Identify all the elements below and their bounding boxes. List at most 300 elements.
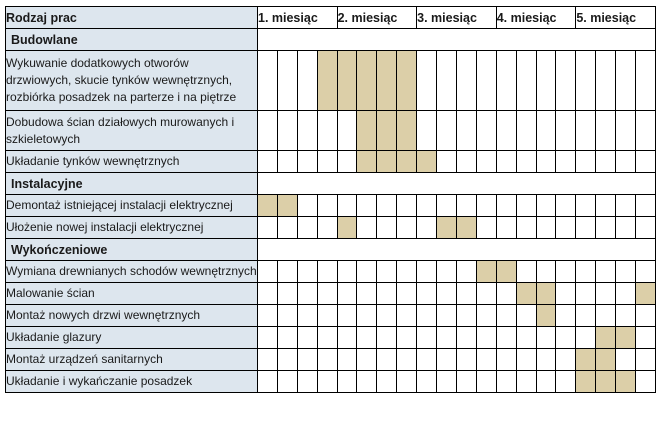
section-blank-cell [297,29,317,51]
task-row [6,111,656,151]
week-cell [417,261,437,283]
week-cell [277,349,297,371]
week-cell [317,283,337,305]
section-blank-cell [317,173,337,195]
week-cell [417,195,437,217]
section-blank-cell [317,239,337,261]
scheduled-week-cell [596,371,616,393]
section-blank-cell [397,239,417,261]
week-cell [317,111,337,151]
week-cell [616,111,636,151]
section-blank-cell [635,29,655,51]
week-cell [536,151,556,173]
week-cell [456,371,476,393]
week-cell [516,51,536,111]
section-blank-cell [417,29,437,51]
week-cell [297,151,317,173]
week-cell [277,371,297,393]
week-cell [635,217,655,239]
section-blank-cell [516,239,536,261]
week-cell [456,261,476,283]
section-blank-cell [317,29,337,51]
week-cell [357,327,377,349]
week-cell [297,51,317,111]
task-label: Montaż nowych drzwi wewnętrznych [6,305,258,327]
week-cell [536,349,556,371]
month-header-2: 2. miesiąc [337,7,417,29]
section-blank-cell [397,29,417,51]
week-cell [357,283,377,305]
week-cell [516,217,536,239]
week-cell [317,305,337,327]
section-blank-cell [556,173,576,195]
week-cell [337,349,357,371]
section-blank-cell [516,29,536,51]
scheduled-week-cell [476,261,496,283]
section-blank-cell [476,29,496,51]
section-blank-cell [377,239,397,261]
section-blank-cell [596,239,616,261]
section-title: Wykończeniowe [6,239,258,261]
task-row [6,371,656,393]
task-row [6,51,656,111]
week-cell [397,305,417,327]
scheduled-week-cell [277,195,297,217]
week-cell [516,305,536,327]
task-label: Układanie glazury [6,327,258,349]
week-cell [437,283,457,305]
week-cell [437,111,457,151]
week-cell [476,349,496,371]
scheduled-week-cell [397,111,417,151]
section-blank-cell [635,239,655,261]
week-cell [556,327,576,349]
section-blank-cell [556,29,576,51]
week-cell [377,349,397,371]
week-cell [277,217,297,239]
month-header-3: 3. miesiąc [417,7,497,29]
week-cell [635,371,655,393]
week-cell [496,51,516,111]
week-cell [516,327,536,349]
week-cell [337,195,357,217]
task-row [6,327,656,349]
scheduled-week-cell [317,51,337,111]
week-cell [476,371,496,393]
week-cell [397,349,417,371]
section-blank-cell [417,239,437,261]
week-cell [417,327,437,349]
week-cell [635,195,655,217]
scheduled-week-cell [357,111,377,151]
week-cell [496,111,516,151]
week-cell [258,111,278,151]
week-cell [496,151,516,173]
week-cell [556,217,576,239]
scheduled-week-cell [337,217,357,239]
scheduled-week-cell [377,151,397,173]
week-cell [377,371,397,393]
scheduled-week-cell [456,217,476,239]
week-cell [437,51,457,111]
week-cell [397,327,417,349]
week-cell [337,327,357,349]
week-cell [377,195,397,217]
week-cell [456,349,476,371]
week-cell [317,217,337,239]
week-cell [417,51,437,111]
section-blank-cell [377,173,397,195]
week-cell [635,327,655,349]
week-cell [536,51,556,111]
section-blank-cell [258,173,278,195]
week-cell [377,283,397,305]
week-cell [576,111,596,151]
week-cell [596,51,616,111]
scheduled-week-cell [397,51,417,111]
section-row [6,29,656,51]
week-cell [337,111,357,151]
scheduled-week-cell [397,151,417,173]
week-cell [437,195,457,217]
week-cell [496,217,516,239]
section-blank-cell [616,173,636,195]
week-cell [476,111,496,151]
week-cell [635,349,655,371]
task-row [6,217,656,239]
section-blank-cell [337,239,357,261]
week-cell [297,261,317,283]
week-cell [437,349,457,371]
scheduled-week-cell [337,51,357,111]
section-blank-cell [456,173,476,195]
section-blank-cell [337,29,357,51]
week-cell [437,371,457,393]
section-blank-cell [277,29,297,51]
scheduled-week-cell [516,283,536,305]
week-cell [456,305,476,327]
week-cell [635,151,655,173]
week-cell [576,283,596,305]
section-blank-cell [417,173,437,195]
scheduled-week-cell [635,283,655,305]
week-cell [556,371,576,393]
week-cell [596,261,616,283]
week-cell [596,151,616,173]
week-cell [258,327,278,349]
section-row [6,239,656,261]
task-label: Wykuwanie dodatkowych otworów drzwiowych, skucie tynków wewnętrznych, rozbiórka posadzek na parterze i na piętrze [6,51,258,111]
scheduled-week-cell [417,151,437,173]
week-cell [635,51,655,111]
section-blank-cell [536,239,556,261]
section-blank-cell [576,173,596,195]
week-cell [456,111,476,151]
week-cell [576,261,596,283]
task-label: Układanie i wykańczanie posadzek [6,371,258,393]
week-cell [277,51,297,111]
week-cell [476,305,496,327]
week-cell [397,371,417,393]
week-cell [496,283,516,305]
week-cell [516,151,536,173]
week-cell [516,349,536,371]
week-cell [596,217,616,239]
week-cell [576,151,596,173]
week-cell [556,151,576,173]
week-cell [277,261,297,283]
scheduled-week-cell [357,51,377,111]
week-cell [417,305,437,327]
week-cell [258,371,278,393]
week-cell [596,111,616,151]
week-cell [258,305,278,327]
week-cell [456,327,476,349]
week-cell [616,261,636,283]
week-cell [258,349,278,371]
week-cell [317,327,337,349]
week-cell [337,305,357,327]
scheduled-week-cell [596,327,616,349]
task-row [6,283,656,305]
week-cell [437,151,457,173]
task-row [6,151,656,173]
week-cell [496,371,516,393]
section-blank-cell [576,29,596,51]
scheduled-week-cell [496,261,516,283]
week-cell [417,371,437,393]
week-cell [616,217,636,239]
week-cell [337,151,357,173]
week-cell [258,283,278,305]
month-header-5: 5. miesiąc [576,7,656,29]
week-cell [417,217,437,239]
scheduled-week-cell [596,349,616,371]
section-blank-cell [616,239,636,261]
week-cell [357,305,377,327]
task-label: Malowanie ścian [6,283,258,305]
section-blank-cell [635,173,655,195]
week-cell [556,195,576,217]
week-cell [377,217,397,239]
week-cell [556,51,576,111]
week-cell [258,151,278,173]
week-cell [516,195,536,217]
week-cell [536,111,556,151]
week-cell [616,195,636,217]
week-cell [536,371,556,393]
section-blank-cell [596,29,616,51]
week-cell [616,51,636,111]
task-row [6,261,656,283]
week-cell [437,327,457,349]
week-cell [576,217,596,239]
section-blank-cell [496,29,516,51]
section-blank-cell [437,239,457,261]
week-cell [516,261,536,283]
header-row [6,7,656,29]
week-cell [437,261,457,283]
section-blank-cell [616,29,636,51]
task-label: Dobudowa ścian działowych murowanych i szkieletowych [6,111,258,151]
week-cell [556,111,576,151]
week-cell [417,349,437,371]
week-cell [476,283,496,305]
week-cell [357,261,377,283]
week-cell [476,217,496,239]
month-header-1: 1. miesiąc [258,7,338,29]
week-cell [277,305,297,327]
week-cell [397,217,417,239]
week-cell [357,371,377,393]
section-blank-cell [297,173,317,195]
scheduled-week-cell [536,283,556,305]
week-cell [317,151,337,173]
section-blank-cell [357,173,377,195]
week-cell [297,327,317,349]
task-label: Demontaż istniejącej instalacji elektrycznej [6,195,258,217]
week-cell [556,349,576,371]
week-cell [317,261,337,283]
week-cell [476,151,496,173]
section-blank-cell [516,173,536,195]
section-blank-cell [277,239,297,261]
task-label: Wymiana drewnianych schodów wewnętrznych [6,261,258,283]
section-blank-cell [536,173,556,195]
week-cell [397,195,417,217]
section-blank-cell [277,173,297,195]
week-cell [616,283,636,305]
week-cell [616,305,636,327]
week-cell [556,261,576,283]
task-row [6,305,656,327]
section-blank-cell [297,239,317,261]
week-cell [337,261,357,283]
week-cell [337,283,357,305]
section-blank-cell [496,239,516,261]
week-cell [297,195,317,217]
week-cell [635,305,655,327]
week-cell [377,261,397,283]
week-cell [277,283,297,305]
scheduled-week-cell [437,217,457,239]
section-blank-cell [258,29,278,51]
week-cell [417,111,437,151]
week-cell [496,327,516,349]
week-cell [516,111,536,151]
scheduled-week-cell [258,195,278,217]
week-cell [496,195,516,217]
scheduled-week-cell [576,349,596,371]
week-cell [596,195,616,217]
task-row [6,349,656,371]
week-cell [516,371,536,393]
week-cell [297,349,317,371]
week-cell [635,111,655,151]
week-cell [437,305,457,327]
week-cell [456,51,476,111]
week-cell [616,151,636,173]
week-cell [297,305,317,327]
week-cell [536,327,556,349]
week-cell [536,261,556,283]
month-header-4: 4. miesiąc [496,7,576,29]
week-cell [258,261,278,283]
scheduled-week-cell [377,51,397,111]
week-cell [576,327,596,349]
week-cell [556,305,576,327]
section-blank-cell [258,239,278,261]
week-cell [456,151,476,173]
section-blank-cell [476,239,496,261]
week-cell [337,371,357,393]
week-cell [596,305,616,327]
week-cell [377,305,397,327]
week-cell [297,217,317,239]
week-cell [397,261,417,283]
section-blank-cell [456,239,476,261]
section-blank-cell [377,29,397,51]
task-row [6,195,656,217]
week-cell [576,195,596,217]
week-cell [258,51,278,111]
scheduled-week-cell [616,371,636,393]
section-blank-cell [337,173,357,195]
task-label: Ułożenie nowej instalacji elektrycznej [6,217,258,239]
week-cell [357,195,377,217]
week-cell [277,327,297,349]
week-cell [456,283,476,305]
section-blank-cell [536,29,556,51]
week-cell [536,217,556,239]
week-cell [258,217,278,239]
task-label: Montaż urządzeń sanitarnych [6,349,258,371]
week-cell [476,195,496,217]
work-schedule-table [5,6,656,393]
section-blank-cell [476,173,496,195]
week-cell [397,283,417,305]
section-title: Instalacyjne [6,173,258,195]
week-cell [476,51,496,111]
week-cell [596,283,616,305]
week-cell [616,349,636,371]
scheduled-week-cell [536,305,556,327]
section-blank-cell [496,173,516,195]
week-cell [317,349,337,371]
week-cell [476,327,496,349]
section-title: Budowlane [6,29,258,51]
section-blank-cell [437,173,457,195]
section-blank-cell [437,29,457,51]
week-cell [635,261,655,283]
week-cell [576,305,596,327]
section-blank-cell [397,173,417,195]
week-cell [277,111,297,151]
task-label: Układanie tynków wewnętrznych [6,151,258,173]
week-cell [496,305,516,327]
section-blank-cell [576,239,596,261]
section-blank-cell [357,29,377,51]
week-cell [297,283,317,305]
week-cell [277,151,297,173]
week-cell [297,371,317,393]
section-blank-cell [596,173,616,195]
week-cell [357,349,377,371]
week-cell [357,217,377,239]
section-row [6,173,656,195]
scheduled-week-cell [377,111,397,151]
week-cell [496,349,516,371]
